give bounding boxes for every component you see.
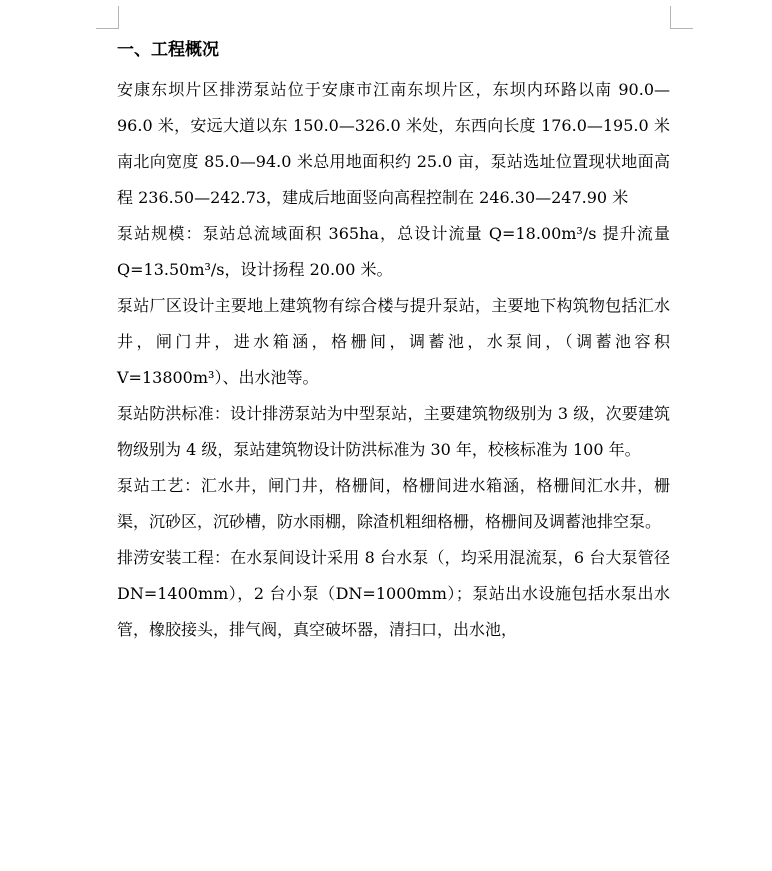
paragraph-installation: 排涝安装工程：在水泵间设计采用 8 台水泵（，均采用混流泵，6 台大泵管径 DN=1400mm），2 台小泵（DN=1000mm）；泵站出水设施包括水泵出水管，橡胶接头，排气阀，真空破坏器，清扫口，出水池， [117, 548, 670, 639]
section-heading: 一、工程概况 [117, 40, 219, 60]
paragraph-structures: 泵站厂区设计主要地上建筑物有综合楼与提升泵站，主要地下构筑物包括汇水井，闸门井，进水箱涵，格栅间，调蓄池，水泵间，（调蓄池容积 V=13800m³）、出水池等。 [117, 296, 670, 387]
paragraph-location: 安康东坝片区排涝泵站位于安康市江南东坝片区，东坝内环路以南 90.0—96.0 米，安远大道以东 150.0—326.0 米处，东西向长度 176.0—195.0 米南北向宽度 85.0—94.0 米总用地面积约 25.0 亩，泵站选址位置现状地面高程 236.50—242.73，建成后地面竖向高程控制在 246.30—247.90 米 [117, 80, 670, 207]
top-right-margin-mark [670, 6, 693, 29]
paragraph-scale: 泵站规模：泵站总流域面积 365ha，总设计流量 Q=18.00m³/s 提升流量 Q=13.50m³/s，设计扬程 20.00 米。 [117, 224, 670, 279]
document-body [117, 34, 670, 648]
paragraph-process: 泵站工艺：汇水井，闸门井，格栅间，格栅间进水箱涵，格栅间汇水井，栅渠，沉砂区，沉砂槽，防水雨棚，除渣机粗细格栅，格栅间及调蓄池排空泵。 [117, 476, 670, 531]
top-left-margin-mark [96, 6, 119, 29]
paragraph-flood-standard: 泵站防洪标准：设计排涝泵站为中型泵站，主要建筑物级别为 3 级，次要建筑物级别为 4 级，泵站建筑物设计防洪标准为 30 年，校核标准为 100 年。 [117, 404, 670, 459]
